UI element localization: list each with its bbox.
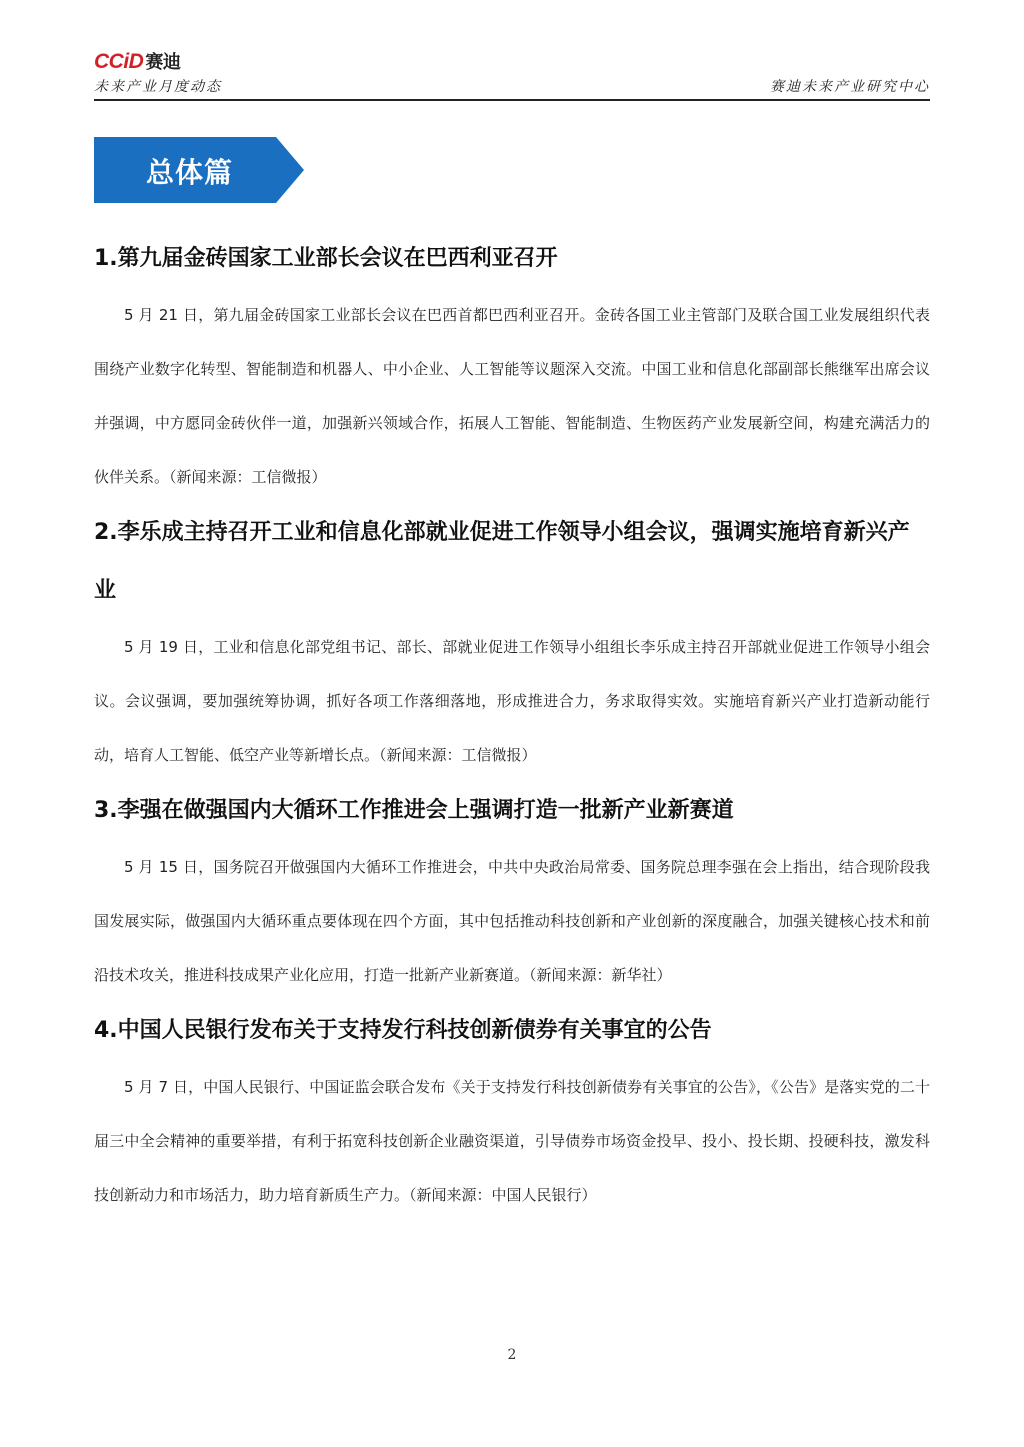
article-heading-2: 2.李乐成主持召开工业和信息化部就业促进工作领导小组会议，强调实施培育新兴产业 [94, 520, 910, 603]
page-header [94, 44, 930, 100]
header-right-text: 赛迪未来产业研究中心 [770, 79, 930, 95]
header-divider [94, 99, 930, 101]
logo-latin: CCiD [94, 50, 144, 73]
section-title: 总体篇 [146, 156, 234, 189]
section-banner [94, 137, 304, 203]
logo-cn: 赛迪 [145, 52, 181, 72]
article-body-4: 5 月 7 日，中国人民银行、中国证监会联合发布《关于支持发行科技创新债券有关事宜的公告》，《公告》是落实党的二十届三中全会精神的重要举措，有利于拓宽科技创新企业融资渠道，引导债券市场资金投早、投小、投长期、投硬科技，激发科技创新动力和市场活力，助力培育新质生产力。（新闻来源：中国人民银行） [94, 1078, 930, 1204]
header-left-text: 未来产业月度动态 [94, 79, 222, 95]
page-number: 2 [507, 1347, 517, 1363]
article-heading-4: 4.中国人民银行发布关于支持发行科技创新债券有关事宜的公告 [94, 1018, 712, 1043]
article-body-3: 5 月 15 日，国务院召开做强国内大循环工作推进会，中共中央政治局常委、国务院总理李强在会上指出，结合现阶段我国发展实际，做强国内大循环重点要体现在四个方面，其中包括推动科技创新和产业创新的深度融合，加强关键核心技术和前沿技术攻关，推进科技成果产业化应用，打造一批新产业新赛道。（新闻来源：新华社） [94, 858, 930, 984]
ccid-logo [94, 48, 180, 74]
article-heading-3: 3.李强在做强国内大循环工作推进会上强调打造一批新产业新赛道 [94, 798, 734, 823]
article-list [94, 230, 930, 1222]
article-body-1: 5 月 21 日，第九届金砖国家工业部长会议在巴西首都巴西利亚召开。金砖各国工业主管部门及联合国工业发展组织代表围绕产业数字化转型、智能制造和机器人、中小企业、人工智能等议题深入交流。中国工业和信息化部副部长熊继军出席会议并强调，中方愿同金砖伙伴一道，加强新兴领域合作，拓展人工智能、智能制造、生物医药产业发展新空间，构建充满活力的伙伴关系。（新闻来源：工信微报） [94, 306, 930, 486]
article-heading-1: 1.第九届金砖国家工业部长会议在巴西利亚召开 [94, 246, 558, 271]
article-body-2: 5 月 19 日，工业和信息化部党组书记、部长、部就业促进工作领导小组组长李乐成主持召开部就业促进工作领导小组会议。会议强调，要加强统筹协调，抓好各项工作落细落地，形成推进合力，务求取得实效。实施培育新兴产业打造新动能行动，培育人工智能、低空产业等新增长点。（新闻来源：工信微报） [94, 638, 930, 764]
